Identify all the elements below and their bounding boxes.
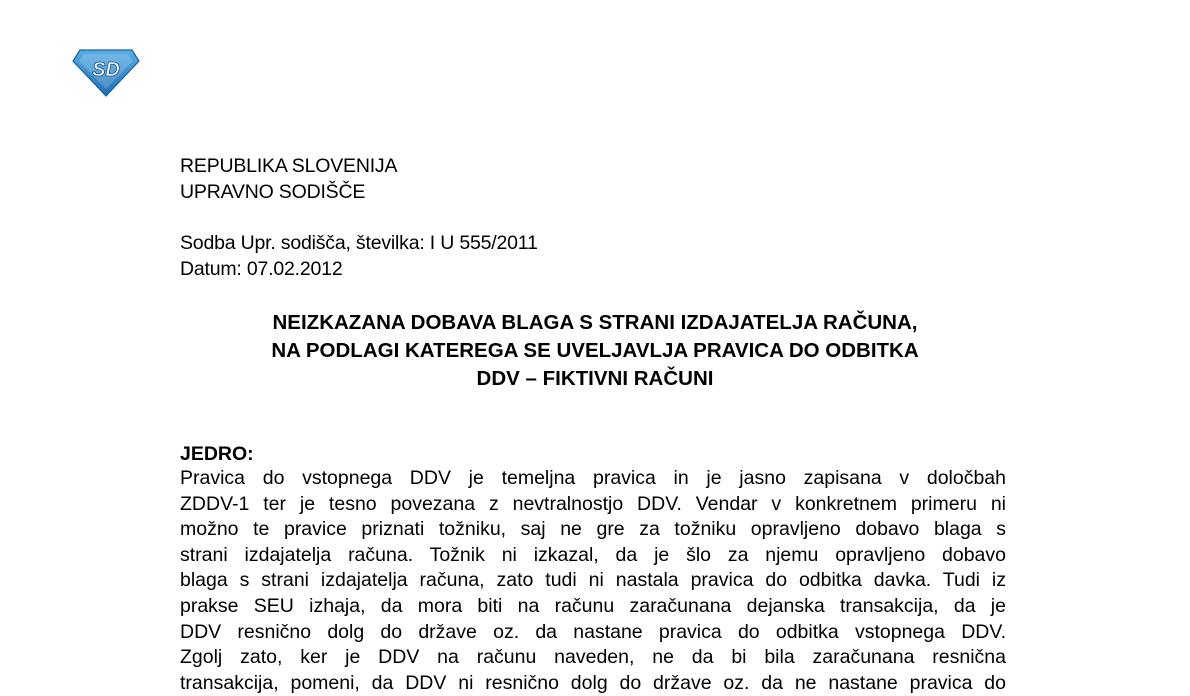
body-line: ZDDV-1 ter je tesno povezana z nevtralnostjo DDV. Vendar v konkretnem primeru ni <box>180 492 1006 515</box>
logo-monogram: SD <box>92 59 120 81</box>
body-line: DDV resnično dolg do države oz. da nastane pravica do odbitka vstopnega DDV. <box>180 620 1006 643</box>
title-line-2: NA PODLAGI KATEREGA SE UVELJAVLJA PRAVICA DO ODBITKA <box>271 339 919 362</box>
body-line: možno te pravice priznati tožniku, saj ne gre za tožniku opravljeno dobavo blaga s <box>180 518 1006 541</box>
court-name: UPRAVNO SODIŠČE <box>180 181 366 203</box>
body-line: transakcija, pomeni, da DDV ni resnično dolg do države oz. da ne nastane pravica do <box>180 671 1006 694</box>
body-line: Zgolj zato, ker je DDV na računu naveden, ne da bi bila zaračunana resnična <box>180 646 1006 669</box>
judgment-date: Datum: 07.02.2012 <box>180 258 343 280</box>
body-line: Pravica do vstopnega DDV je temeljna pravica in je jasno zapisana v določbah <box>180 467 1006 489</box>
section-body <box>180 466 1006 696</box>
title-line-3: DDV – FIKTIVNI RAČUNI <box>476 367 714 390</box>
body-line: prakse SEU izhaja, da mora biti na računu zaračunana dejanska transakcija, da je <box>180 594 1006 617</box>
body-line: blaga s strani izdajatelja računa, zato tudi ni nastala pravica do odbitka davka. Tudi iz <box>180 569 1006 592</box>
court-header <box>180 153 397 205</box>
body-line: strani izdajatelja računa. Tožnik ni izkazal, da je šlo za njemu opravljeno dobavo <box>180 543 1006 566</box>
document-title <box>180 309 1010 393</box>
country-name: REPUBLIKA SLOVENIJA <box>180 155 398 177</box>
section-heading: JEDRO: <box>180 443 254 465</box>
judgment-number: Sodba Upr. sodišča, številka: I U 555/2011 <box>180 232 538 254</box>
court-logo <box>72 47 140 97</box>
judgment-meta <box>180 230 538 282</box>
title-line-1: NEIZKAZANA DOBAVA BLAGA S STRANI IZDAJATELJA RAČUNA, <box>272 311 918 334</box>
